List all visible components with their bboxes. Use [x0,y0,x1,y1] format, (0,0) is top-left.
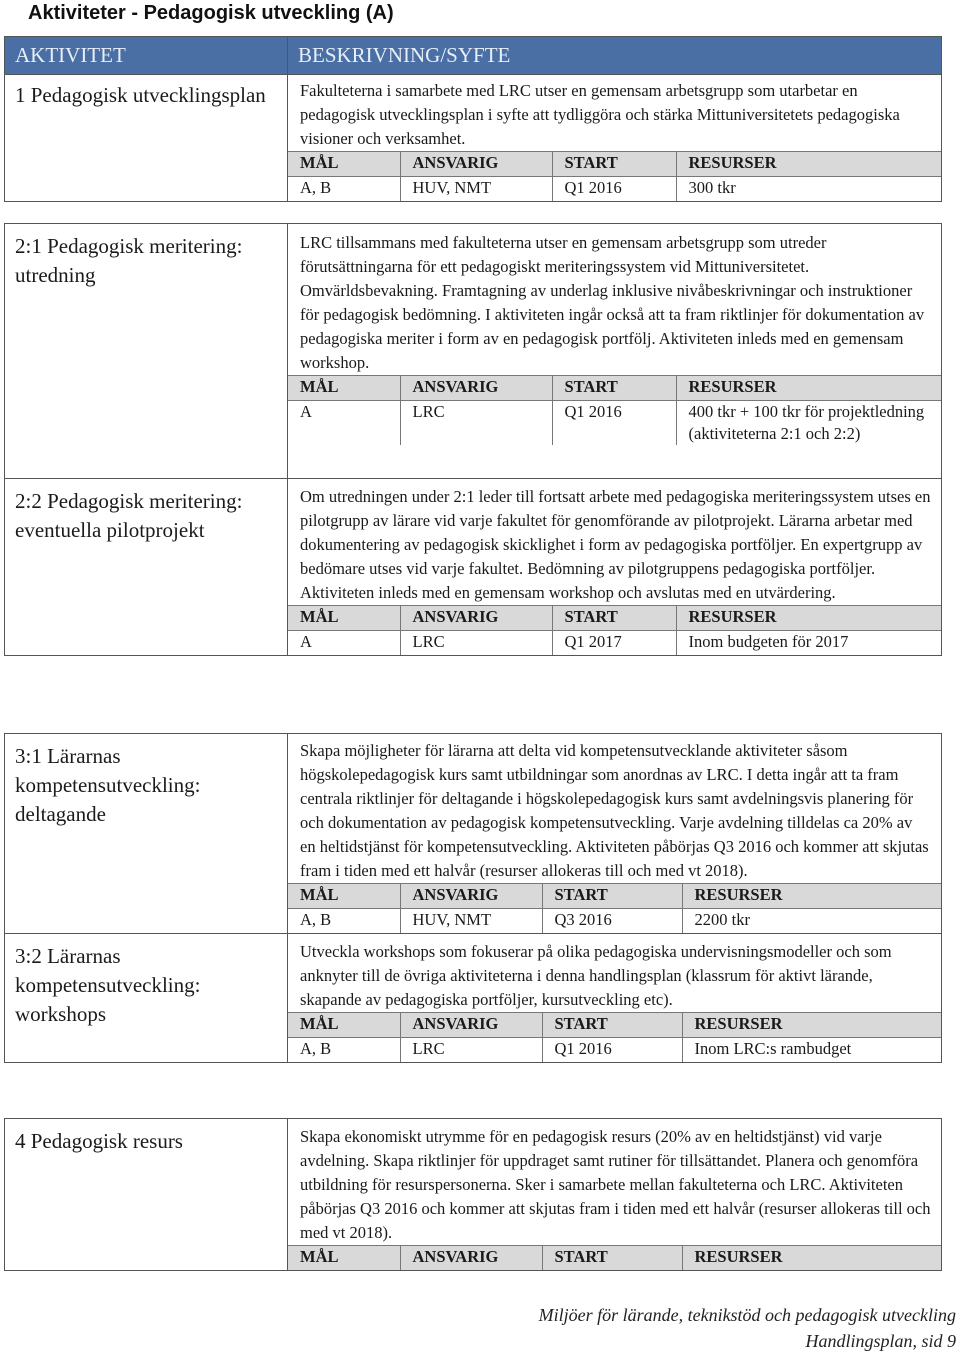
meta-ansvarig-header: ANSVARIG [400,376,552,401]
meta-resurser-header: RESURSER [676,152,941,177]
meta-ansvarig: LRC [400,1038,542,1063]
activity-title: 3:1 Lärarnas kompetensutveckling: deltagande [5,734,288,934]
activity-table-1 [4,36,942,202]
activity-title: 2:1 Pedagogisk meritering: utredning [5,224,288,479]
activity-description: Skapa ekonomiskt utrymme för en pedagogisk resurs (20% av en heltidstjänst) vid varje avdelning. Skapa riktlinjer för uppdraget samt rutiner för tillsättandet. Planera och genomföra utbildning för resurspersonerna. Sker i samarbete mellan fakulteterna och LRC. Aktiviteten påbörjas Q3 2016 och kommer att skjutas fram i tiden med ett halvår (resurser allokeras till och med vt 2018). [300,1127,931,1242]
meta-start: Q1 2016 [542,1038,682,1063]
activity-description: Om utredningen under 2:1 leder till fortsatt arbete med pedagogiska meriteringssystem utses en pilotgrupp av lärare vid varje fakultet för genomförande av pilotprojekt. Lärarna arbetar med dokumentering av pedagogisk skicklighet i form av pedagogiska portföljer. En expertgrupp av bedömare utses vid varje fakultet. Bedömning av pilotgruppens pedagogiska portföljer. Aktiviteten inleds med en gemensam workshop och avslutas med en utvärdering. [300,487,931,602]
activity-row-4 [5,1119,942,1271]
meta-start: Q3 2016 [542,909,682,934]
meta-resurser: 300 tkr [676,177,941,202]
meta-mal-header: MÅL [288,606,400,631]
activity-row-1 [5,75,942,202]
activity-meta [288,883,941,933]
meta-ansvarig-header: ANSVARIG [400,1246,542,1271]
meta-start: Q1 2017 [552,631,676,656]
meta-ansvarig-header: ANSVARIG [400,1013,542,1038]
activity-table-4 [4,1118,942,1271]
meta-ansvarig-header: ANSVARIG [400,606,552,631]
meta-header-row [288,1013,941,1038]
meta-mal-header: MÅL [288,152,400,177]
activity-title: 1 Pedagogisk utvecklingsplan [5,75,288,202]
meta-ansvarig-header: ANSVARIG [400,152,552,177]
activity-meta [288,605,941,655]
activity-row-2-2 [5,479,942,656]
meta-resurser-header: RESURSER [682,1013,941,1038]
activity-description: Skapa möjligheter för lärarna att delta vid kompetensutvecklande aktiviteter såsom högskolepedagogisk kurs samt utbildningar som anordnas av LRC. I detta ingår att ta fram centrala riktlinjer för deltagande i högskolepedagogisk kurs samt avdelningsvis planering för och dokumentation av pedagogisk kompetensutveckling. Varje avdelning tilldelas ca 20% av en heltidstjänst för kompetensutveckling. Aktiviteten påbörjas Q3 2016 och kommer att skjutas fram i tiden med ett halvår (resurser allokeras till och med vt 2018). [300,741,929,880]
meta-ansvarig: HUV, NMT [400,909,542,934]
activity-body [288,224,942,479]
meta-mal: A [288,401,400,446]
activity-description: Fakulteterna i samarbete med LRC utser en gemensam arbetsgrupp som utarbetar en pedagogisk utvecklingsplan i syfte att tydliggöra och stärka Mittuniversitetets pedagogiska visioner och verksamhet. [300,81,900,148]
meta-start-header: START [542,1246,682,1271]
meta-resurser-header: RESURSER [676,606,941,631]
activity-row-3-1 [5,734,942,934]
meta-start-header: START [552,152,676,177]
footer-line-2: Handlingsplan, sid 9 [805,1331,956,1351]
activity-title: 3:2 Lärarnas kompetensutveckling: workshops [5,934,288,1063]
meta-header-row [288,152,941,177]
meta-value-row [288,401,941,446]
meta-resurser-header: RESURSER [676,376,941,401]
activity-body [288,75,942,202]
meta-mal-header: MÅL [288,376,400,401]
meta-header-row [288,606,941,631]
meta-ansvarig: HUV, NMT [400,177,552,202]
activity-table-3 [4,733,942,1063]
meta-resurser: 2200 tkr [682,909,941,934]
meta-mal-header: MÅL [288,1246,400,1271]
meta-mal: A, B [288,177,400,202]
meta-mal: A, B [288,909,400,934]
activity-row-2-1 [5,224,942,479]
table-header-row [5,37,942,75]
meta-start: Q1 2016 [552,401,676,446]
meta-resurser: 400 tkr + 100 tkr för projektledning (aktiviteterna 2:1 och 2:2) [676,401,941,446]
meta-resurser: Inom LRC:s rambudget [682,1038,941,1063]
activity-table-2 [4,223,942,656]
meta-mal-header: MÅL [288,1013,400,1038]
activity-description: Utveckla workshops som fokuserar på olika pedagogiska undervisningsmodeller och som anknyter till de övriga aktiviteterna i denna handlingsplan (klassrum för aktivt lärande, skapande av pedagogiska portföljer, kursutveckling etc). [300,942,892,1009]
meta-value-row [288,1038,941,1063]
meta-header-row [288,376,941,401]
meta-resurser: Inom budgeten för 2017 [676,631,941,656]
activity-meta [288,1245,941,1270]
activity-meta [288,1012,941,1062]
header-aktivitet: AKTIVITET [5,37,288,75]
activity-body [288,734,942,934]
meta-start: Q1 2016 [552,177,676,202]
activity-description: LRC tillsammans med fakulteterna utser en gemensam arbetsgrupp som utreder förutsättningarna för ett pedagogiskt meriteringssystem vid Mittuniversitetet. Omvärldsbevakning. Framtagning av underlag inklusive nivåbeskrivningar och instruktioner för pedagogisk bedömning. I aktiviteten ingår också att ta fram riktlinjer för dokumentation av pedagogiska meriter i form av en pedagogisk portfölj. Aktiviteten inleds med en gemensam workshop. [300,233,925,372]
activity-body [288,479,942,656]
meta-resurser-header: RESURSER [682,1246,941,1271]
meta-start-header: START [552,376,676,401]
footer [539,1302,956,1354]
meta-mal: A [288,631,400,656]
meta-value-row [288,177,941,202]
meta-value-row [288,631,941,656]
activity-body [288,934,942,1063]
meta-ansvarig-header: ANSVARIG [400,884,542,909]
meta-header-row [288,1246,941,1271]
meta-mal: A, B [288,1038,400,1063]
activity-title: 2:2 Pedagogisk meritering: eventuella pilotprojekt [5,479,288,656]
meta-header-row [288,884,941,909]
activity-body [288,1119,942,1271]
meta-ansvarig: LRC [400,401,552,446]
activity-title: 4 Pedagogisk resurs [5,1119,288,1271]
meta-start-header: START [542,884,682,909]
page-title: Aktiviteter - Pedagogisk utveckling (A) [28,2,394,24]
meta-mal-header: MÅL [288,884,400,909]
header-beskrivning: BESKRIVNING/SYFTE [288,37,942,75]
footer-line-1: Miljöer för lärande, teknikstöd och pedagogisk utveckling [538,1305,956,1325]
activity-meta [288,375,941,445]
meta-start-header: START [552,606,676,631]
meta-ansvarig: LRC [400,631,552,656]
meta-start-header: START [542,1013,682,1038]
activity-meta [288,151,941,201]
meta-resurser-header: RESURSER [682,884,941,909]
meta-value-row [288,909,941,934]
activity-row-3-2 [5,934,942,1063]
